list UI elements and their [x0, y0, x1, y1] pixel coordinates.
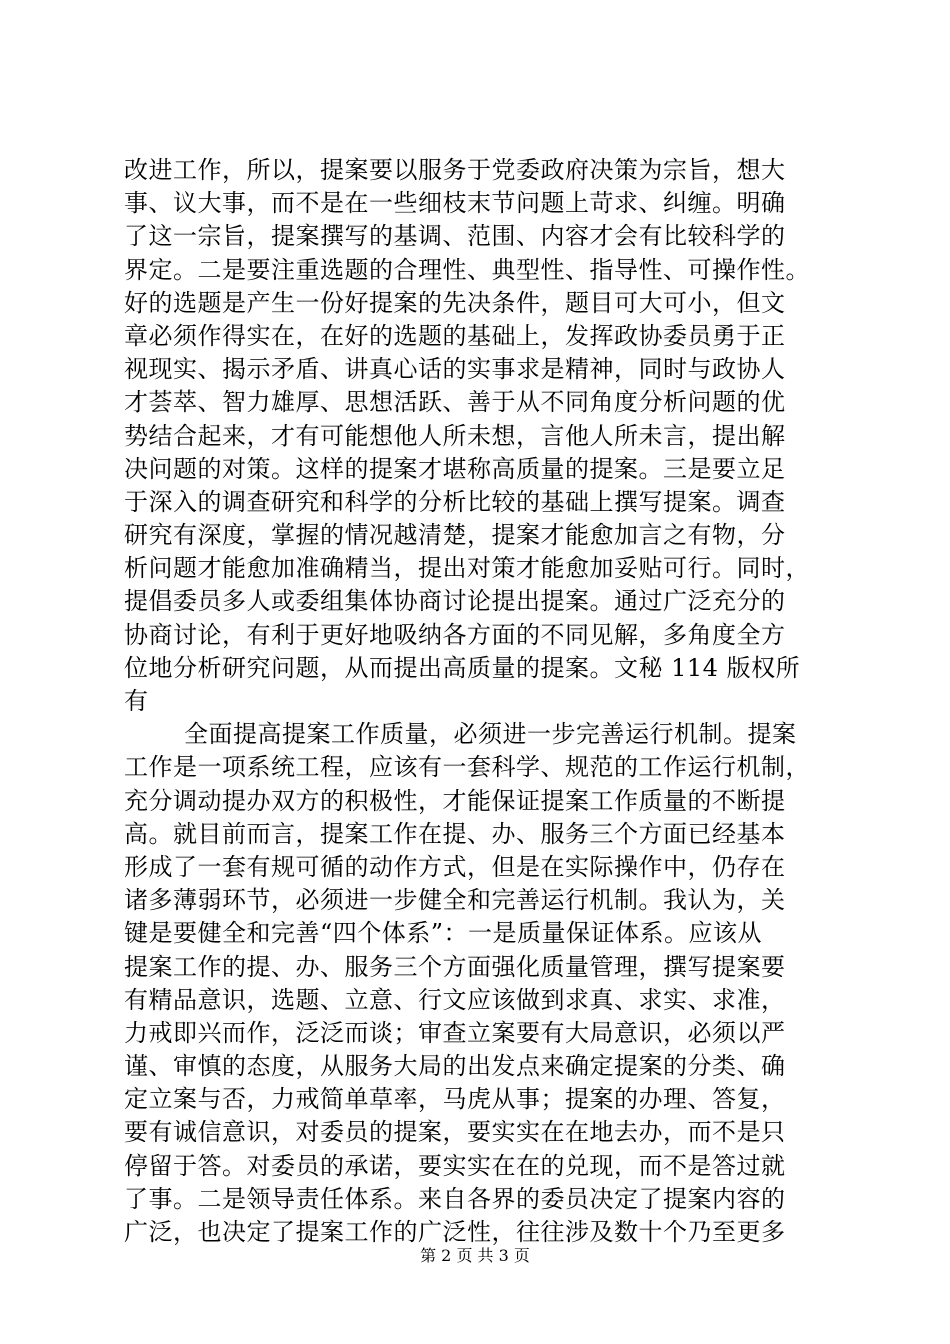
text-line: 力戒即兴而作，泛泛而谈；审查立案要有大局意识，必须以严 — [124, 1018, 786, 1047]
document-body — [124, 154, 830, 1249]
text-line: 提倡委员多人或委组集体协商讨论提出提案。通过广泛充分的 — [124, 587, 786, 616]
text-line: 定立案与否，力戒简单草率，马虎从事；提案的办理、答复， — [124, 1085, 786, 1114]
text-line: 工作是一项系统工程，应该有一套科学、规范的工作运行机制， — [124, 753, 810, 782]
text-line: 了这一宗旨，提案撰写的基调、范围、内容才会有比较科学的 — [124, 222, 786, 251]
text-line: 停留于答。对委员的承诺，要实实在在的兑现，而不是答过就 — [124, 1151, 786, 1180]
text-line: 视现实、揭示矛盾、讲真心话的实事求是精神，同时与政协人 — [124, 355, 786, 384]
text-line: 诸多薄弱环节，必须进一步健全和完善运行机制。我认为，关 — [124, 886, 786, 915]
text-line: 全面提高提案工作质量，必须进一步完善运行机制。提案 — [184, 720, 797, 749]
text-line: 界定。二是要注重选题的合理性、典型性、指导性、可操作性。 — [124, 255, 810, 284]
text-line: 势结合起来，才有可能想他人所未想，言他人所未言，提出解 — [124, 421, 786, 450]
text-line: 改进工作，所以，提案要以服务于党委政府决策为宗旨，想大 — [124, 156, 786, 184]
text-line: 协商讨论，有利于更好地吸纳各方面的不同见解，多角度全方 — [124, 620, 786, 649]
text-line: 了事。二是领导责任体系。来自各界的委员决定了提案内容的 — [124, 1184, 786, 1213]
text-line: 事、议大事，而不是在一些细枝末节问题上苛求、纠缠。明确 — [124, 189, 786, 218]
text-line: 形成了一套有规可循的动作方式，但是在实际操作中，仍存在 — [124, 852, 786, 881]
text-line: 于深入的调查研究和科学的分析比较的基础上撰写提案。调查 — [124, 487, 786, 516]
text-line: 才荟萃、智力雄厚、思想活跃、善于从不同角度分析问题的优 — [124, 388, 786, 417]
text-line: 要有诚信意识，对委员的提案，要实实在在地去办，而不是只 — [124, 1118, 786, 1147]
text-line: 广泛，也决定了提案工作的广泛性，往往涉及数十个乃至更多 — [124, 1218, 786, 1246]
text-line: 提案工作的提、办、服务三个方面强化质量管理，撰写提案要 — [124, 952, 786, 981]
page-footer: 第 2 页 共 3 页 — [420, 1246, 530, 1265]
text-line: 充分调动提办双方的积极性，才能保证提案工作质量的不断提 — [124, 786, 786, 815]
text-line: 好的选题是产生一份好提案的先决条件，题目可大可小，但文 — [124, 288, 786, 317]
text-line: 有 — [124, 687, 149, 715]
text-line: 析问题才能愈加准确精当，提出对策才能愈加妥贴可行。同时， — [124, 554, 810, 583]
text-line: 有精品意识，选题、立意、行文应该做到求真、求实、求准， — [124, 985, 786, 1014]
text-line: 位地分析研究问题，从而提出高质量的提案。文秘 114 版权所 — [124, 653, 801, 682]
text-line: 谨、审慎的态度，从服务大局的出发点来确定提案的分类、确 — [124, 1052, 786, 1081]
text-line: 键是要健全和完善“四个体系”：一是质量保证体系。应该从 — [124, 919, 763, 948]
text-line: 决问题的对策。这样的提案才堪称高质量的提案。三是要立足 — [124, 454, 786, 483]
text-line: 高。就目前而言，提案工作在提、办、服务三个方面已经基本 — [124, 819, 786, 848]
text-line: 研究有深度，掌握的情况越清楚，提案才能愈加言之有物，分 — [124, 521, 786, 550]
text-line: 章必须作得实在，在好的选题的基础上，发挥政协委员勇于正 — [124, 321, 786, 350]
